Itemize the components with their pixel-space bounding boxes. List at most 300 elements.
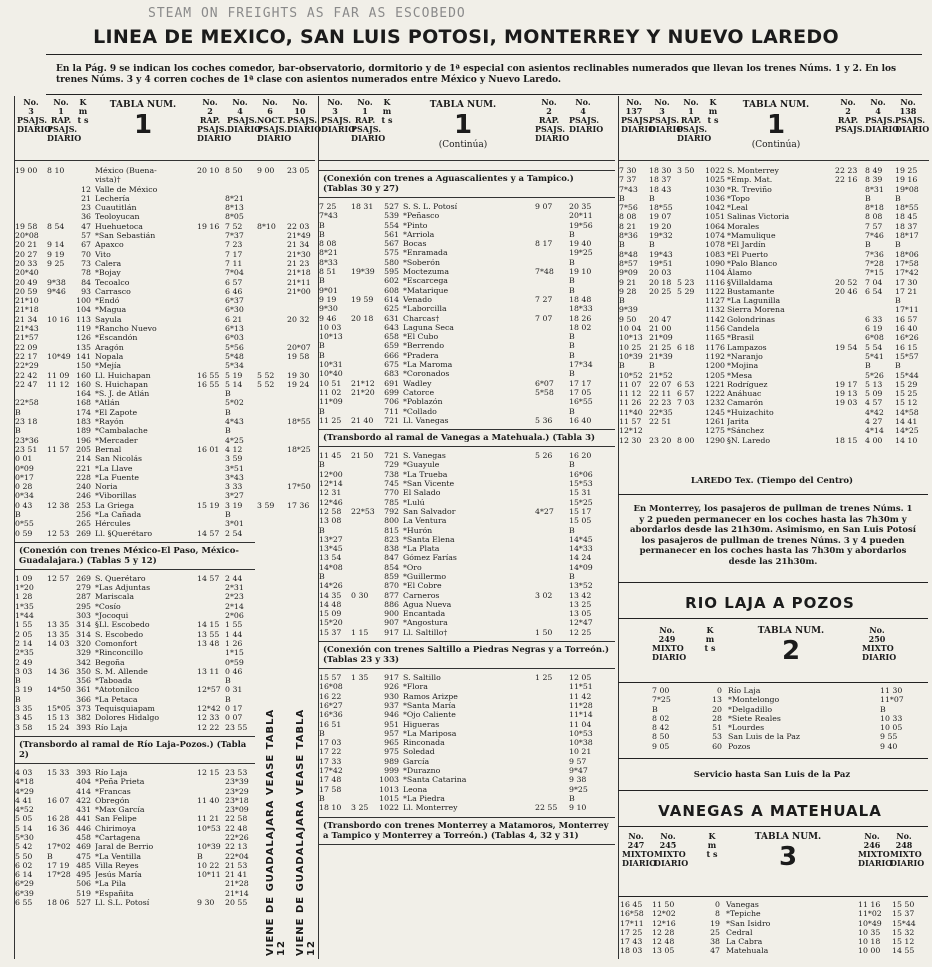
table-1c-header <box>619 96 929 161</box>
table-row <box>618 937 928 946</box>
cell: 15 24 <box>47 722 70 732</box>
cell: 8*10 <box>257 221 276 231</box>
cell: 8 49 <box>865 166 883 175</box>
cell: S. Saltillo <box>403 673 441 683</box>
cell: Encantada <box>403 609 446 619</box>
cell: *Lourdes <box>728 723 765 733</box>
cell: 614 <box>384 294 399 304</box>
cell: 19 10 <box>569 267 592 277</box>
cell: 12*02 <box>652 909 676 919</box>
cell: Vito <box>95 249 111 259</box>
cell: Huehuetoca <box>95 221 143 231</box>
cell: *Delgadillo <box>728 704 773 714</box>
cell: 10 00 <box>858 946 881 956</box>
table-row <box>319 757 615 766</box>
table-row <box>619 436 929 445</box>
cell: *El Cubo <box>403 332 439 342</box>
cell: 253 <box>76 500 91 510</box>
cell: 6*39 <box>15 888 34 898</box>
cell: 10*13 <box>619 333 643 343</box>
cell: 643 <box>384 322 399 332</box>
cell: 6 18 <box>677 342 695 352</box>
cell: 0 31 <box>225 685 243 695</box>
cell: 1200 <box>705 361 725 371</box>
cell: 21 34 <box>287 240 310 250</box>
cell: 14*58 <box>895 407 919 417</box>
cell: Bernal <box>95 444 122 454</box>
cell: 7 37 <box>619 175 637 185</box>
table-row <box>15 361 315 370</box>
cell: 1290 <box>705 435 725 445</box>
cell: 5*02 <box>225 398 244 408</box>
cell: 5 52 <box>257 370 275 380</box>
table-row <box>319 692 615 701</box>
cell: 917 <box>384 627 399 637</box>
cell: 815 <box>384 525 399 535</box>
cell: B <box>319 276 325 286</box>
cell: B <box>319 229 325 239</box>
cell: 3 19 <box>225 500 243 510</box>
cell: Valle de México <box>95 184 158 194</box>
table-3-kmts: K m t s <box>706 831 718 859</box>
cell: 22 55 <box>535 803 558 813</box>
cell: *Atotonilco <box>95 685 140 695</box>
cell: Hércules <box>95 519 131 529</box>
cell: 989 <box>384 756 399 766</box>
cell: S. S. L. Potosí <box>403 202 458 211</box>
table-row <box>15 417 315 426</box>
cell: 19*08 <box>895 184 919 194</box>
cell: 14*33 <box>569 544 593 554</box>
table-row <box>319 286 615 295</box>
cell: 14 55 <box>892 946 915 956</box>
cell: 8*33 <box>319 257 338 267</box>
cell: 14*50 <box>47 685 71 695</box>
cell: 10 04 <box>619 324 642 334</box>
cell: B <box>569 276 575 286</box>
cell: 11 07 <box>619 379 642 389</box>
cell: B <box>649 193 655 203</box>
table-row <box>619 259 929 268</box>
cell: B <box>569 285 575 295</box>
cell: *Escandón <box>95 333 138 343</box>
col-train-2: No. 2 RAP. PSAJS. <box>835 97 866 134</box>
cell: 7*43 <box>319 211 338 221</box>
cell: 1022 <box>705 166 725 175</box>
cell: 22 16 <box>835 175 858 185</box>
table-row <box>319 544 615 553</box>
cell: B <box>225 676 231 686</box>
cell: 11 57 <box>619 417 642 427</box>
col-kmts: K m t s <box>77 97 89 125</box>
col-train-250: No. 250 MIXTO DIARIO <box>862 625 897 662</box>
cell: 3 59 <box>225 454 243 464</box>
cell: B <box>15 694 21 704</box>
cell: 9 21 <box>619 277 637 287</box>
cell: 4*29 <box>15 786 34 796</box>
cell: 4*42 <box>865 407 884 417</box>
cell: 14*09 <box>569 562 593 572</box>
cell: B <box>619 240 625 250</box>
table-row <box>15 352 315 361</box>
table-row <box>15 445 315 454</box>
cell: 8 42 <box>652 723 670 733</box>
cell: 1127 <box>705 296 725 306</box>
table-row <box>15 194 315 203</box>
col-train-1: No. 1 RAP. PSAJS. DIARIO <box>677 97 712 143</box>
cell: 9 28 <box>619 286 637 296</box>
cell: 21*14 <box>225 888 249 898</box>
cell: 20*40 <box>15 268 39 278</box>
table-1-continued-section <box>318 96 615 959</box>
table-1b-rows <box>319 166 615 849</box>
table-2-title: RIO LAJA A POZOS <box>685 594 855 612</box>
cell: 189 <box>76 426 91 436</box>
cell: 10*38 <box>569 738 593 748</box>
table-row <box>619 398 929 407</box>
table-row <box>319 304 615 313</box>
cell: 5 54 <box>865 342 883 352</box>
table-3-header-rule <box>618 896 928 897</box>
table-row <box>319 738 615 747</box>
cell: 3*43 <box>225 472 244 482</box>
cell: *La Mariposa <box>403 728 457 738</box>
cell: 23 05 <box>287 166 310 175</box>
col-train-4: No. 4 PSAJS. DIARIO <box>865 97 900 134</box>
cell: 7 17 <box>225 249 243 259</box>
cell: 7 00 <box>652 686 670 695</box>
table-row <box>15 639 315 648</box>
cell: Ll. §Querétaro <box>95 528 153 538</box>
cell: 9 00 <box>257 166 275 175</box>
cell: 8*21 <box>225 193 244 203</box>
cell: Ll. Huichapan <box>95 370 151 380</box>
connection-note: (Transbordo con trenes Monterrey a Matamoros, Monterrey a Tampico y Monterrey a Torreón.) (Tablas 4, 32 y 31) <box>319 817 615 845</box>
cell: 22 58 <box>225 814 248 824</box>
cell: B <box>652 704 658 714</box>
cell: 78 <box>81 268 91 278</box>
cell: 5 05 <box>15 814 33 824</box>
cell: *La Plata <box>403 544 440 554</box>
table-row <box>619 361 929 370</box>
cell: 16 22 <box>319 691 342 701</box>
cell: Ramos Arizpe <box>403 691 458 701</box>
cell: 631 <box>384 313 399 323</box>
cell: Comonfort <box>95 638 138 648</box>
cell: Pozos <box>728 741 751 751</box>
cell: 9 30 <box>197 898 215 908</box>
cell: 342 <box>76 657 91 667</box>
cell: *Mesa <box>727 370 753 380</box>
cell: 23*18 <box>225 795 249 805</box>
cell: *Montelongo <box>728 695 780 705</box>
cell: *La Lagunilla <box>727 296 781 306</box>
cell: *Leal <box>727 203 748 213</box>
cell: 1221 <box>705 379 725 389</box>
cell: Morales <box>727 221 760 231</box>
cell: 11 50 <box>652 900 675 909</box>
cell: México (Buena- <box>95 166 157 175</box>
cell: 164 <box>76 389 91 399</box>
cell: 7 23 <box>225 240 243 250</box>
table-row <box>319 600 615 609</box>
cell: 22 07 <box>649 379 672 389</box>
cell: B <box>569 525 575 535</box>
cell: 6 19 <box>865 324 883 334</box>
cell: 3*51 <box>225 463 244 473</box>
table-row <box>15 583 315 592</box>
cell: 0 <box>715 900 720 909</box>
cell: 15 37 <box>319 627 342 637</box>
cell: 8*13 <box>225 203 244 213</box>
cell: 10 05 <box>880 723 903 733</box>
cell: 19 16 <box>197 221 220 231</box>
cell: 1 28 <box>15 592 33 602</box>
cell: 6 14 <box>15 870 33 880</box>
cell: 7 27 <box>535 294 553 304</box>
cell: *La Maroma <box>403 360 453 370</box>
cell: 5 52 <box>257 379 275 389</box>
pullman-note: En Monterrey, los pasajeros de pullman de trenes Núms. 1 y 2 pueden permanecer en los coches hasta las 7h30m y abordarlos desde las 21h30m. Asimismo, en San Luis Potosí los pasajeros de pullman de trenes Núms. 3 y 4 pueden permanecer en los coches hasta las 7h30m y abordarlos desde las 21h30m. <box>630 504 916 567</box>
cell: 19*51 <box>649 258 673 268</box>
cell: 18 03 <box>620 946 643 956</box>
cell: El Salado <box>403 488 441 498</box>
cell: 13 08 <box>319 516 342 526</box>
cell: 20 55 <box>225 898 248 908</box>
cell: 19 58 <box>287 351 310 361</box>
cell: 1074 <box>705 231 725 241</box>
cell: 16 20 <box>569 451 592 461</box>
cell: 3 02 <box>535 590 553 600</box>
cell: 60 <box>712 741 722 751</box>
page-title: LINEA DE MEXICO, SAN LUIS POTOSI, MONTERREY Y NUEVO LAREDO <box>93 26 839 48</box>
cell: 4 12 <box>225 444 243 454</box>
cell: 6 02 <box>15 860 33 870</box>
cell: B <box>895 193 901 203</box>
cell: Wadley <box>403 378 432 388</box>
table-row <box>619 194 929 203</box>
cell: B <box>569 460 575 470</box>
cell: 22 42 <box>15 370 38 380</box>
cell: 446 <box>76 823 91 833</box>
cell: B <box>895 240 901 250</box>
cell: 15 12 <box>895 398 918 408</box>
cell: 21*11 <box>287 277 311 287</box>
cell: *Mamulique <box>727 231 776 241</box>
cell: Carneros <box>403 590 440 600</box>
cell: 10 21 <box>569 747 592 757</box>
table-row <box>618 909 928 918</box>
cell: 11 25 <box>319 415 342 425</box>
cell: *La Petaca <box>95 694 138 704</box>
cell: García <box>403 756 430 766</box>
table-row <box>15 454 315 463</box>
cell: B <box>895 296 901 306</box>
cell: Ll. S.L. Potosí <box>95 898 150 908</box>
table-row <box>319 682 615 691</box>
cell: 13*27 <box>319 534 343 544</box>
cell: San Nicolás <box>95 454 143 464</box>
cell: 431 <box>76 805 91 815</box>
cell: 7*36 <box>865 249 884 259</box>
table-1-section <box>14 96 322 959</box>
cell: 16 15 <box>895 342 918 352</box>
cell: Begoña <box>95 657 125 667</box>
cell: B <box>319 525 325 535</box>
cell: 12*14 <box>319 479 343 489</box>
cell: *La Llave <box>95 463 133 473</box>
cell: 160 <box>76 370 91 380</box>
connection-note: (Transbordo al ramal de Río Laja-Pozos.) (Tabla 2) <box>15 736 255 764</box>
table-row <box>319 628 615 637</box>
cell: 320 <box>76 638 91 648</box>
cell: Río Laja <box>95 767 128 777</box>
cell: Mariscala <box>95 592 135 602</box>
cell: 22 23 <box>649 398 672 408</box>
connection-note: (Transbordo al ramal de Vanegas a Matehuala.) (Tabla 3) <box>319 429 615 447</box>
table-row <box>15 676 315 685</box>
cell: *El Jardín <box>727 240 766 250</box>
cell: 20 18 <box>351 313 374 323</box>
cell: Soledad <box>403 747 435 757</box>
cell: 10*49 <box>47 351 71 361</box>
cell: 14 03 <box>47 638 70 648</box>
cell: B <box>569 229 575 239</box>
cell: 1064 <box>705 221 725 231</box>
cell: *Siete Reales <box>728 713 781 723</box>
table-row <box>15 491 315 500</box>
cell: 8 00 <box>677 435 695 445</box>
cell: 14 36 <box>47 666 70 676</box>
table-row <box>618 919 928 928</box>
cell: B <box>649 361 655 371</box>
cell: 5 19 <box>225 370 243 380</box>
table-row <box>15 268 315 277</box>
table-row <box>15 501 315 510</box>
cell: Calera <box>95 258 122 268</box>
col-train-10: No. 10 PSAJS. DIARIO <box>287 97 322 134</box>
cell: 2 49 <box>15 657 33 667</box>
cell: 6*03 <box>225 333 244 343</box>
cell: 20 33 <box>15 258 38 268</box>
cell: 14 15 <box>197 620 220 630</box>
cell: 12*12 <box>619 426 643 436</box>
cell: 21*20 <box>351 387 375 397</box>
cell: 1*20 <box>15 583 34 593</box>
cell: 15*20 <box>319 618 343 628</box>
cell: 1122 <box>705 286 725 296</box>
cell: *R. Treviño <box>727 184 772 194</box>
cell: 721 <box>384 415 399 425</box>
cell: 506 <box>76 879 91 889</box>
cell: 422 <box>76 795 91 805</box>
table-row <box>319 230 615 239</box>
table-row <box>319 710 615 719</box>
table-row <box>319 379 615 388</box>
cell: 12 58 <box>319 506 342 516</box>
cell: 14 48 <box>319 599 342 609</box>
cell: B <box>225 694 231 704</box>
table-row <box>319 460 615 469</box>
cell: 17 21 <box>895 286 918 296</box>
table-row <box>15 231 315 240</box>
cell: 15*57 <box>895 351 919 361</box>
cell: 19 59 <box>351 294 374 304</box>
cell: 561 <box>384 229 399 239</box>
cell: 21 53 <box>225 860 248 870</box>
cell: 12 30 <box>619 435 642 445</box>
cell: *La Fuente <box>95 472 140 482</box>
cell: 729 <box>384 460 399 470</box>
table-row <box>618 900 928 909</box>
cell: *Coronados <box>403 369 450 379</box>
table-1b-number: TABLA NUM. 1 (Continúa) <box>429 100 497 150</box>
cell: *La Cañada <box>95 509 142 519</box>
cell: 23 51 <box>15 444 38 454</box>
cell: 404 <box>76 777 91 787</box>
cell: 13*45 <box>319 544 343 554</box>
cell: 23 18 <box>15 417 38 427</box>
cell: *San Vicente <box>403 479 455 489</box>
table-row <box>15 620 315 629</box>
cell: 11 21 <box>197 814 220 824</box>
handwritten-note: STEAM ON FREIGHTS AS FAR AS ESCOBEDO <box>148 6 466 21</box>
table-row <box>15 685 315 694</box>
cell: 1232 <box>705 398 725 408</box>
cell: 699 <box>384 387 399 397</box>
cell: 14*26 <box>319 581 343 591</box>
table-row <box>619 324 929 333</box>
cell: 214 <box>76 454 91 464</box>
cell: Bustamante <box>727 286 775 296</box>
cell: Leona <box>403 784 428 794</box>
cell: B <box>569 341 575 351</box>
table-row <box>619 240 929 249</box>
cell: 5 09 <box>865 389 883 399</box>
cell: S. Huichapan <box>95 379 149 389</box>
cell: *Palo Blanco <box>727 258 778 268</box>
cell: 18 37 <box>895 221 918 231</box>
cell: Chirimoya <box>95 823 136 833</box>
table-row <box>15 648 315 657</box>
cell: 1275 <box>705 426 725 436</box>
cell: 47 <box>710 946 720 956</box>
cell: 13 42 <box>569 590 592 600</box>
cell: 20 35 <box>569 202 592 211</box>
cell: *Peñasco <box>403 211 440 221</box>
cell: Lechería <box>95 193 130 203</box>
cell: 23*39 <box>225 777 249 787</box>
cell: 14 57 <box>197 528 220 538</box>
cell: 18*06 <box>895 249 919 259</box>
cell: 12 25 <box>569 627 592 637</box>
table-row <box>15 222 315 231</box>
table-2-kmts: K m t s <box>704 625 716 653</box>
cell: 21*28 <box>225 879 249 889</box>
intro-note: En la Pág. 9 se indican los coches comedor, bar-observatorio, dormitorio y de 1ª especial con asientos reclinables numerados que llevan los trenes Núms. 1 y 2. En los trenes Núms. 3 y 4 corren coches de 1ª clase con asientos numerados entre México y Nuevo Laredo. <box>56 64 897 85</box>
cell: 11 04 <box>569 719 592 729</box>
table-row <box>619 278 929 287</box>
cell: 0*59 <box>225 657 244 667</box>
cell: *Flora <box>403 682 428 692</box>
table-row <box>15 426 315 435</box>
cell: 1*15 <box>225 648 244 658</box>
cell: 9 25 <box>47 258 65 268</box>
cell: 17 30 <box>895 277 918 287</box>
cell: 4*27 <box>535 506 554 516</box>
cell: vista)† <box>95 175 121 185</box>
cell: 12 57 <box>47 573 70 583</box>
